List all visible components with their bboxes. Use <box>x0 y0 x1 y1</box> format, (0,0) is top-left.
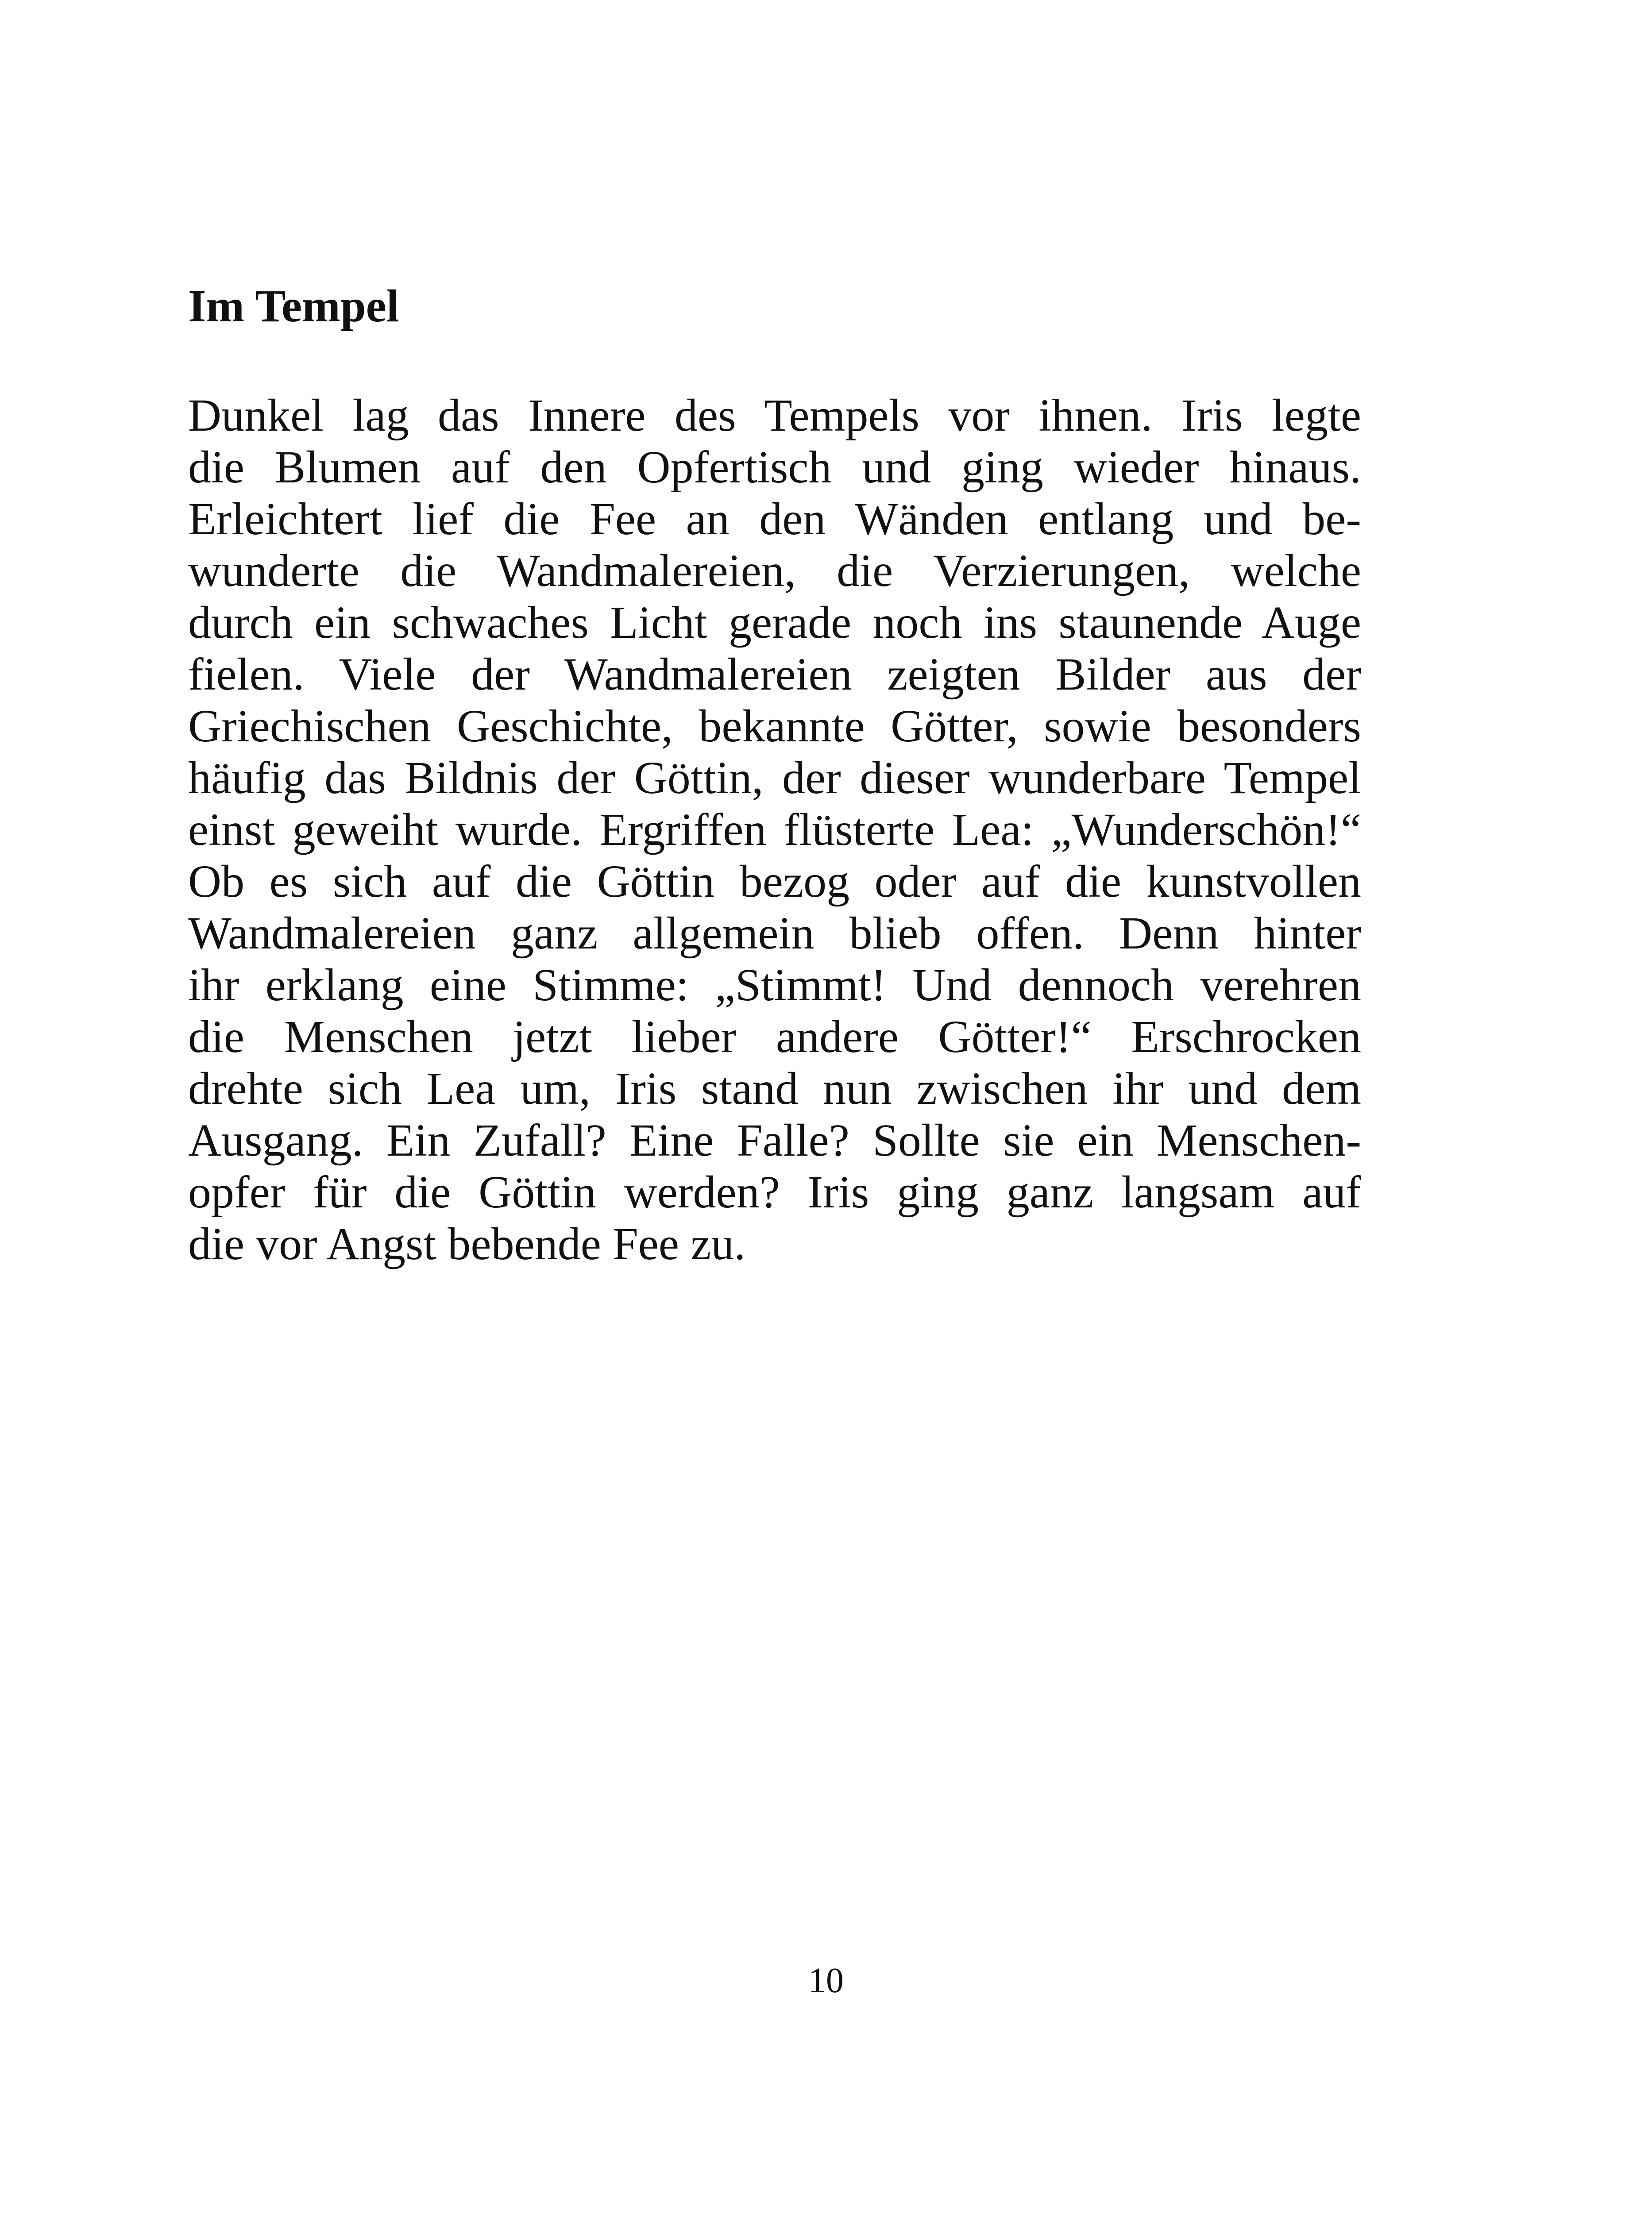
text-line: die Menschen jetzt lieber andere Götter!“ Erschrocken <box>188 1011 1361 1062</box>
chapter-title: Im Tempel <box>188 281 399 332</box>
text-line: ihr erklang eine Stimme: „Stimmt! Und dennoch verehren <box>188 960 1361 1010</box>
text-line: opfer für die Göttin werden? Iris ging ganz langsam auf <box>188 1167 1361 1218</box>
page-number: 10 <box>808 1961 844 2000</box>
text-line: drehte sich Lea um, Iris stand nun zwischen ihr und dem <box>188 1063 1361 1114</box>
text-line: durch ein schwaches Licht gerade noch ins staunende Auge <box>188 597 1361 648</box>
text-line: Erleichtert lief die Fee an den Wänden entlang und be- <box>188 493 1361 544</box>
text-line: wunderte die Wandmalereien, die Verzierungen, welche <box>188 545 1361 596</box>
text-line: die vor Angst bebende Fee zu. <box>188 1218 746 1269</box>
text-line: Dunkel lag das Innere des Tempels vor ihnen. Iris legte <box>188 390 1361 441</box>
text-line: Ob es sich auf die Göttin bezog oder auf die kunstvollen <box>188 856 1361 907</box>
text-line: Griechischen Geschichte, bekannte Götter, sowie besonders <box>188 701 1361 752</box>
text-line: Wandmalereien ganz allgemein blieb offen. Denn hinter <box>188 908 1361 959</box>
text-line: einst geweiht wurde. Ergriffen flüsterte Lea: „Wunderschön!“ <box>188 804 1361 855</box>
text-line: Ausgang. Ein Zufall? Eine Falle? Sollte sie ein Menschen- <box>188 1115 1361 1166</box>
text-line: die Blumen auf den Opfertisch und ging wieder hinaus. <box>188 442 1361 493</box>
text-line: fielen. Viele der Wandmalereien zeigten Bilder aus der <box>188 649 1361 700</box>
body-paragraph <box>188 389 1361 1270</box>
text-line: häufig das Bildnis der Göttin, der dieser wunderbare Tempel <box>188 752 1361 803</box>
